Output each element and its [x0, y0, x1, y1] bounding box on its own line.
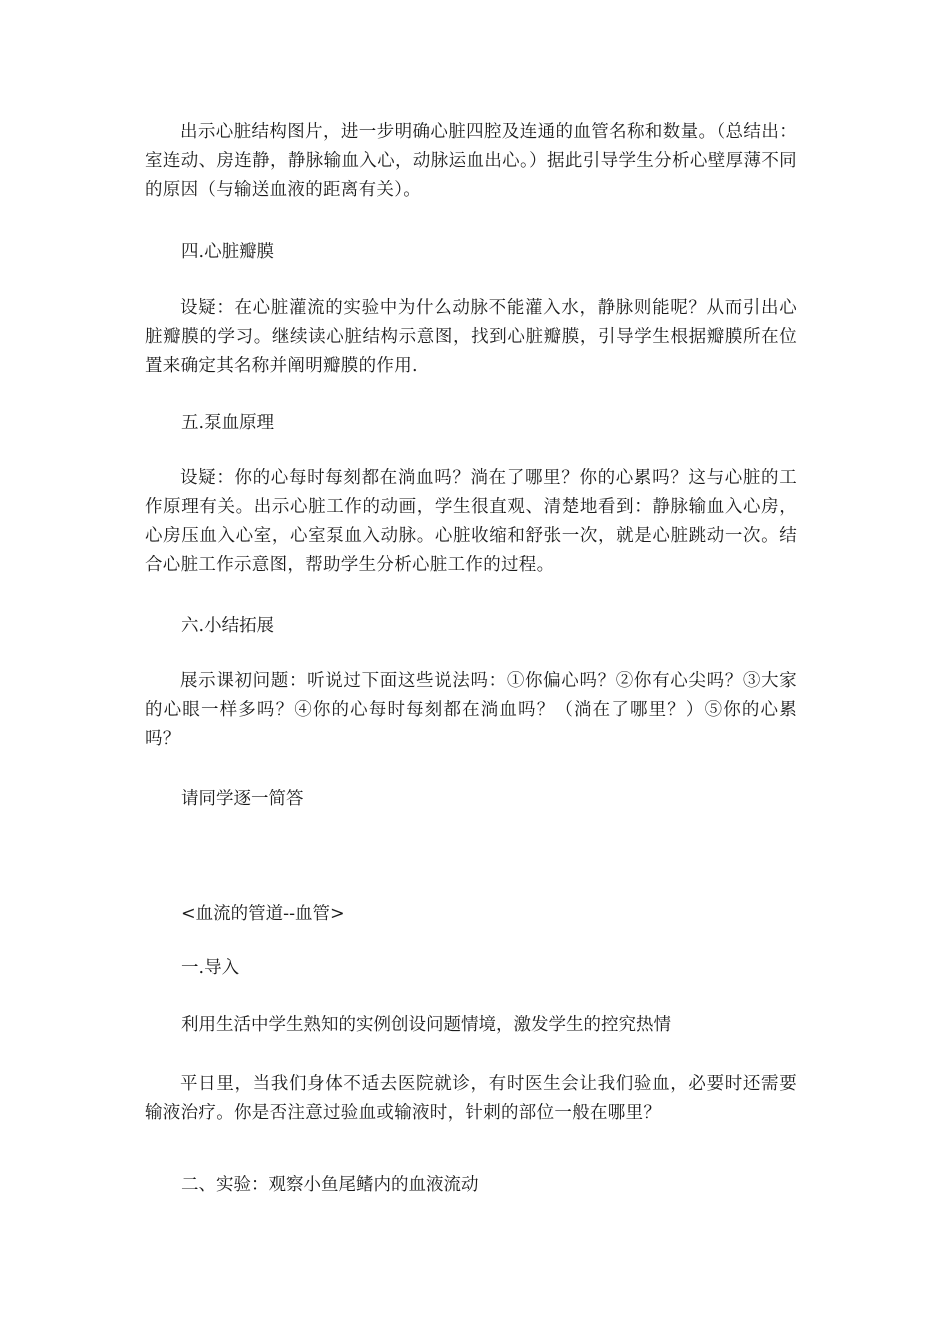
paragraph-heart-valves: 设疑：在心脏灌流的实验中为什么动脉不能灌入水，静脉则能呢？从而引出心脏瓣膜的学习。继续读心脏结构示意图，找到心脏瓣膜，引导学生根据瓣膜所在位置来确定其名称并阐明瓣膜的作用.: [145, 298, 797, 376]
paragraph-introduction-goal: 利用生活中学生熟知的实例创设问题情境，激发学生的控究热情: [181, 1015, 671, 1035]
heading-heart-valves: 四.心脏瓣膜: [181, 242, 275, 262]
paragraph-introduction-scenario: 平日里，当我们身体不适去医院就诊，有时医生会让我们验血，必要时还需要输液治疗。你是否注意过验血或输液时，针刺的部位一般在哪里？: [145, 1074, 797, 1123]
paragraph-heart-structure: 出示心脏结构图片，进一步明确心脏四腔及连通的血管名称和数量。（总结出：室连动、房连静，静脉输血入心，动脉运血出心。）据此引导学生分析心壁厚薄不同的原因（与输送血液的距离有关）。: [145, 122, 797, 200]
heading-introduction: 一.导入: [181, 958, 240, 978]
heading-experiment: 二、实验：观察小鱼尾鳍内的血液流动: [181, 1175, 479, 1195]
paragraph-summary-questions: 展示课初问题：听说过下面这些说法吗：①你偏心吗？②你有心尖吗？③大家的心眼一样多吗？④你的心每时每刻都在淌血吗？（淌在了哪里？）⑤你的心累吗？: [145, 671, 797, 749]
heading-summary-extension: 六.小结拓展: [181, 616, 275, 636]
section-title-blood-vessels: <血流的管道--血管>: [181, 904, 345, 924]
paragraph-pumping-principle: 设疑：你的心每时每刻都在淌血吗？淌在了哪里？你的心累吗？这与心脏的工作原理有关。出示心脏工作的动画，学生很直观、清楚地看到：静脉输血入心房，心房压血入心室，心室泵血入动脉。心脏收缩和舒张一次，就是心脏跳动一次。结合心脏工作示意图，帮助学生分析心脏工作的过程。: [145, 468, 797, 575]
heading-pumping-principle: 五.泵血原理: [181, 413, 275, 433]
paragraph-answer-instruction: 请同学逐一简答: [181, 789, 304, 809]
